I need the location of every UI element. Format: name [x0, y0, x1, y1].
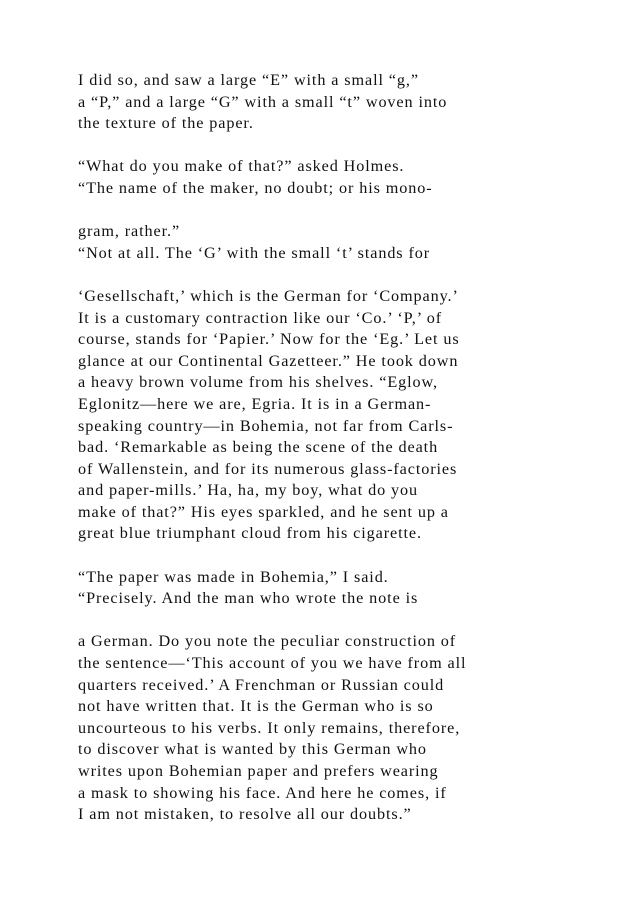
paragraph-gap [78, 135, 598, 157]
text-line: bad. ‘Remarkable as being the scene of the death [78, 438, 439, 457]
text-line: writes upon Bohemian paper and prefers wearing [78, 762, 439, 780]
text-line: Eglonitz—here we are, Egria. It is in a German- [78, 394, 432, 413]
text-line: “The paper was made in Bohemia,” I said. [78, 567, 389, 586]
paragraph-gap [78, 545, 598, 567]
text-line: I did so, and saw a large “E” with a small “g,” [78, 71, 419, 89]
paragraph-gap [78, 610, 598, 632]
text-line: gram, rather.” [78, 222, 181, 241]
text-line: of Wallenstein, and for its numerous glass-factories [78, 459, 458, 478]
text-line: glance at our Continental Gazetteer.” He took down [78, 351, 459, 370]
text-line: It is a customary contraction like our ‘Co.’ ‘P,’ of [78, 308, 443, 327]
text-line: a “P,” and a large “G” with a small “t” woven into [78, 92, 448, 111]
text-line: a German. Do you note the peculiar construction of [78, 632, 457, 651]
text-line: and paper-mills.’ Ha, ha, my boy, what do you [78, 481, 419, 500]
text-line: not have written that. It is the German who is so [78, 697, 434, 716]
text-line: the texture of the paper. [78, 114, 254, 133]
text-line: ‘Gesellschaft,’ which is the German for ‘Company.’ [78, 286, 459, 305]
body-text [78, 70, 598, 826]
text-line: make of that?” His eyes sparkled, and he sent up a [78, 502, 449, 521]
text-line: the sentence—‘This account of you we have from all [78, 654, 467, 673]
text-line: “Precisely. And the man who wrote the note is [78, 589, 419, 608]
paragraph-gap [78, 200, 598, 222]
text-line: “Not at all. The ‘G’ with the small ‘t’ stands for [78, 243, 431, 262]
text-line: uncourteous to his verbs. It only remains, therefore, [78, 718, 461, 737]
text-line: course, stands for ‘Papier.’ Now for the ‘Eg.’ Let us [78, 330, 460, 349]
text-line: I am not mistaken, to resolve all our doubts.” [78, 805, 412, 824]
text-line: “The name of the maker, no doubt; or his mono- [78, 178, 433, 197]
text-line: speaking country—in Bohemia, not far from Carls- [78, 416, 454, 435]
paragraph-gap [78, 264, 598, 286]
text-line: great blue triumphant cloud from his cigarette. [78, 524, 422, 543]
text-line: a heavy brown volume from his shelves. “Eglow, [78, 373, 438, 392]
text-line: quarters received.’ A Frenchman or Russian could [78, 675, 445, 694]
text-line: to discover what is wanted by this German who [78, 740, 427, 759]
text-line: “What do you make of that?” asked Holmes. [78, 157, 405, 176]
text-line: a mask to showing his face. And here he comes, if [78, 783, 447, 802]
